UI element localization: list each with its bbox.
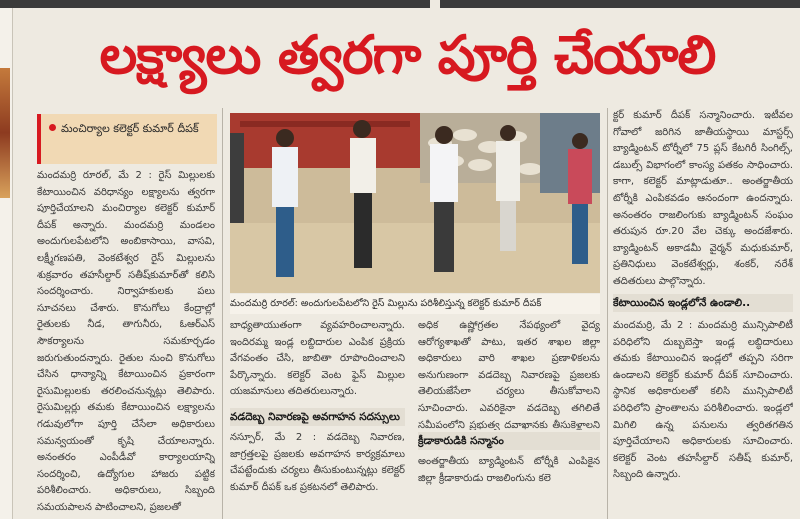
photo-caption: మందమర్రి రూరల్: అందుగులపేటలోని రైస్ మిల్లును పరిశీలిస్తున్న కలెక్టర్ కుమార్ దీపక్ xyxy=(230,294,600,314)
article-column-4-top xyxy=(613,108,793,294)
article-text: అంతర్జాతీయ బ్యాడ్మింటన్ టోర్నీకి ఎంపికైన జిల్లా క్రీడాకారుడు రాజలింగును కలె xyxy=(418,456,600,484)
article-text: నస్పూర్, మే 2 : వడదెబ్బ నివారణ, జాగ్రత్తలపై ప్రజలకు అవగాహన కార్యక్రమాలు చేపట్టేందుకు చర్యలు తీసుకుంటున్నట్లు కలెక్టర్ కుమార్ దీపక్ ఒక ప్రకటనలో తెలిపారు. xyxy=(230,432,405,493)
article-text: మందమర్రి రూరల్, మే 2 : రైస్ మిల్లులకు కేటాయించిన వరిధాన్యం లక్ష్యాలను త్వరగా పూర్తిచేయాలని మంచిర్యాల కలెక్టర్ కుమార్ దీపక్ అన్నారు. మందమర్రి మండలం అందుగులపేటలోని అంబికాసాయి, వాసవి, లక్ష్మీగణపతి, వెంకటేశ్వర రైస్ మిల్లులను శుక్రవారం తహసీల్దార్ సతీష్‌కుమార్‌తో కలిసి సందర్శించారు. నిర్వాహకులకు పలు సూచనలు చేశారు. కొనుగోలు కేంద్రాల్లో రైతులకు నీడ, తాగునీరు, ఓఆర్ఎస్ సౌకర్యాలను సమకూర్చడం జరుగుతుందన్నారు. రైతుల నుంచి కొనుగోలు చేసిన ధాన్యాన్ని కేటాయించిన ప్రకారంగా రైసుమిల్లులకు తరలించనున్నట్లు తెలిపారు. రైసుమిల్లర్లు తమకు కేటాయించిన లక్ష్యాలను గడువులోగా పూర్తి చేసేలా అధికారులు సమన్వయంతో కృషి చేయాలన్నారు. అనంతరం ఎంపీడీవో కార్యాలయాన్ని సందర్శించి, ఉద్యోగుల హాజరు పట్టిక పరిశీలించారు. అధికారులు, సిబ్బంది సమయపాలన పాటించాలని, ప్రజలతో xyxy=(37,170,215,513)
article-text: బాధ్యతాయుతంగా వ్యవహరించాలన్నారు. ఇందిరమ్మ ఇండ్ల లబ్దిదారుల ఎంపిక ప్రక్రియ వేగవంతం చేసి, జాబితా రూపొందించాలని పేర్కొన్నారు. కలెక్టర్ వెంట ఫైస్ మిల్లుల యజమానులు తదితరులున్నారు. xyxy=(230,320,405,398)
subheading-felicitation: క్రీడాకారుడికి సన్మానం xyxy=(418,432,600,450)
subheading-allotted-houses: కేటాయించిన ఇండ్లలోనే ఉండాలి.. xyxy=(613,294,793,312)
article-column-1 xyxy=(37,168,215,516)
article-column-3-top xyxy=(418,318,600,430)
column-separator xyxy=(607,108,608,519)
collector-label: మంచిర్యాల కలెక్టర్ కుమార్ దీపక్ xyxy=(61,122,199,135)
article-text: మందమర్రి, మే 2 : మందమర్రి మున్సిపాలిటీ పరిధిలోని దుబ్బబెస్తా ఇండ్ల లబ్ధిదారులు తమకు కేటాయించిన ఇండ్లలో తప్పని సరిగా ఉండాలని కలెక్టర్ కుమార్ దీపక్ సూచించారు. స్థానిక అధికారులతో కలిసి మున్సిపాలిటీ పరిధిలోని ప్రాంతాలను పరిశీలించారు. ఇండ్లలో మిగిలి ఉన్న పనులను త్వరితగతిన పూర్తిచేయాలని అధికారులకు సూచించారు. కలెక్టర్ వెంట తహసీల్దార్ సతీష్ కుమార్, సిబ్బంది ఉన్నారు. xyxy=(613,320,793,481)
article-text: క్టర్ కుమార్ దీపక్ సన్మానించారు. ఇటీవల గోవాలో జరిగిన జాతీయస్థాయి మాస్టర్స్ బ్యాడ్మింటన్ టోర్నీలో 75 ప్లస్ కేటగిరీ సింగిల్స్, డబుల్స్ విభాగంలో కాంస్య పతకం సాధించారు. కాగా, కలెక్టర్ మాట్లాడుతూ.. అంతర్జాతీయ టోర్నీకి ఎంపికవడం ఆనందంగా ఉందన్నారు. అనంతరం రాజలింగుకు బ్యాడ్మింటన్ సంఘం తరుపున రూ.20 వేల చెక్కు అందజేశారు. బ్యాడ్మింటన్ అకాడమీ వైర్మన్ మధుకుమార్, ప్రతినిధులు వెంకటేశ్వర్లు, శంకర్, నరేశ్ తదితరులు పాల్గొన్నారు. xyxy=(613,110,793,287)
headline: లక్ష్యాలు త్వరగా పూర్తి చేయాలి xyxy=(99,25,716,86)
bullet-icon xyxy=(49,124,56,131)
article-column-4-bottom xyxy=(613,318,793,516)
article-text: అధిక ఉష్ణోగ్రతల నేపథ్యంలో వైద్య ఆరోగ్యశాఖతో పాటు, ఇతర శాఖల జిల్లా అధికారులు వారి శాఖల ప్రణాళికలను అనుగుణంగా వడదెబ్బ నివారణపై ప్రజలకు తెలియజేసేలా చర్యలు తీసుకోవాలని సూచించారు. ఎవరికైనా వడదెబ్బ తగిలితే సమీపంలోని ప్రభుత్వ దవాఖానకు తీసుకెళ్లాలని xyxy=(418,320,600,430)
subheading-heatstroke: వడదెబ్బ నివారణపై అవగాహన సదస్సులు xyxy=(230,408,405,426)
news-photo xyxy=(230,113,600,293)
article-column-2-top xyxy=(230,318,405,406)
page-top-bar xyxy=(0,0,800,8)
column-separator xyxy=(222,108,223,519)
adjacent-column-strip xyxy=(0,8,13,519)
article-column-3-bottom xyxy=(418,454,600,516)
article-column-2-bottom xyxy=(230,430,405,516)
photo-caption-box xyxy=(37,114,217,164)
photo-scene xyxy=(230,113,600,293)
